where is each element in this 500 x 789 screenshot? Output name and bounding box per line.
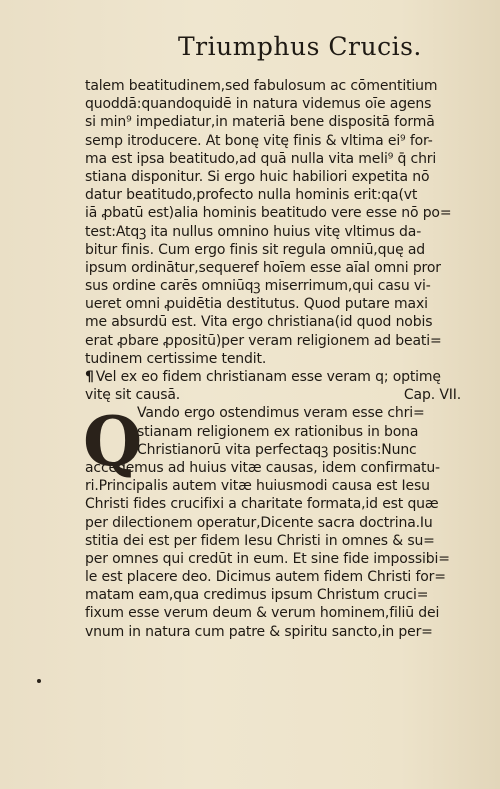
running-title: Triumphus Crucis. bbox=[178, 32, 422, 61]
text-line: ipsum ordinātur,sequeref hoīem esse aīal omni pror bbox=[85, 259, 441, 276]
text-line: ri.Principalis autem vitæ huiusmodi causa est Iesu bbox=[85, 478, 430, 495]
text-line: bitur finis. Cum ergo finis sit regula omniū,quę ad bbox=[85, 241, 425, 258]
chapter-heading-line-2 bbox=[85, 386, 465, 404]
text-line: Christianorū vita perfectaqꝫ positis:Nunc bbox=[137, 441, 417, 458]
text-line: test:Atqꝫ ita nullus omnino huius vitę vltimus da- bbox=[85, 223, 422, 240]
text-line: semp itroducere. At bonę vitę finis & vltima ei⁹ for- bbox=[85, 132, 433, 149]
text-line: fixum esse verum deum & verum hominem,filiū dei bbox=[85, 605, 440, 622]
margin-ink-dot bbox=[37, 679, 41, 683]
text-line: talem beatitudinem,sed fabulosum ac cōmentitium bbox=[85, 78, 438, 94]
text-line: Christi fides crucifixi a charitate formata,id est quæ bbox=[85, 496, 439, 513]
paragraph-1 bbox=[85, 77, 465, 368]
pilcrow-mark: ¶ bbox=[85, 369, 94, 385]
text-line: stiana disponitur. Si ergo huic habiliori expetita nō bbox=[85, 168, 430, 185]
text-line: me absurdū est. Vita ergo christiana(id quod nobis bbox=[85, 314, 433, 331]
chapter-heading-line-1 bbox=[85, 368, 465, 386]
text-line: le est placere deo. Dicimus autem fidem Christi for= bbox=[85, 569, 446, 586]
text-line: per omnes qui credūt in eum. Et sine fide impossibi= bbox=[85, 550, 450, 567]
text-line: per dilectionem operatur,Dicente sacra doctrina.Iu bbox=[85, 514, 433, 531]
text-line: erat ꝓbare ꝓpositū)per veram religionem ad beati= bbox=[85, 332, 442, 349]
text-line: matam eam,qua credimus ipsum Christum cruci= bbox=[85, 587, 429, 604]
chapter-heading-text: Vel ex eo fidem christianam esse veram q; optimę bbox=[95, 369, 441, 385]
text-line: tudinem certissime tendit. bbox=[85, 350, 267, 367]
text-line: iā ꝓbatū est)alia hominis beatitudo vere esse nō po= bbox=[85, 205, 452, 222]
chapter-heading-text: vitę sit causā. bbox=[85, 387, 181, 404]
text-line: stitia dei est per fidem Iesu Christi in omnes & su= bbox=[85, 532, 435, 549]
drop-cap-initial: Q bbox=[83, 402, 143, 483]
text-block bbox=[85, 77, 465, 641]
text-line: si min⁹ impediatur,in materiā bene dispositā formā bbox=[85, 114, 435, 131]
text-line: accedemus ad huius vitæ causas, idem confirmatu- bbox=[85, 459, 440, 476]
text-line: sus ordine carēs omniūqꝫ miserrimum,qui casu vi- bbox=[85, 278, 431, 295]
text-line: stianam religionem ex rationibus in bona bbox=[137, 423, 419, 440]
chapter-number: Cap. VII. bbox=[403, 387, 461, 404]
text-line: Vando ergo ostendimus veram esse chri= bbox=[137, 405, 425, 422]
paragraph-2 bbox=[85, 404, 465, 640]
text-line: vnum in natura cum patre & spiritu sancto,in per= bbox=[85, 623, 433, 640]
text-line: ueret omni ꝓuidētia destitutus. Quod putare maxi bbox=[85, 296, 428, 313]
text-line: ma est ipsa beatitudo,ad quā nulla vita meli⁹ q̄ chri bbox=[85, 150, 437, 167]
text-line: datur beatitudo,profecto nulla hominis erit:qa(vt bbox=[85, 187, 418, 204]
chapter-heading bbox=[85, 368, 465, 404]
text-line: quoddā:quandoquidē in natura videmus oīe agens bbox=[85, 96, 432, 113]
